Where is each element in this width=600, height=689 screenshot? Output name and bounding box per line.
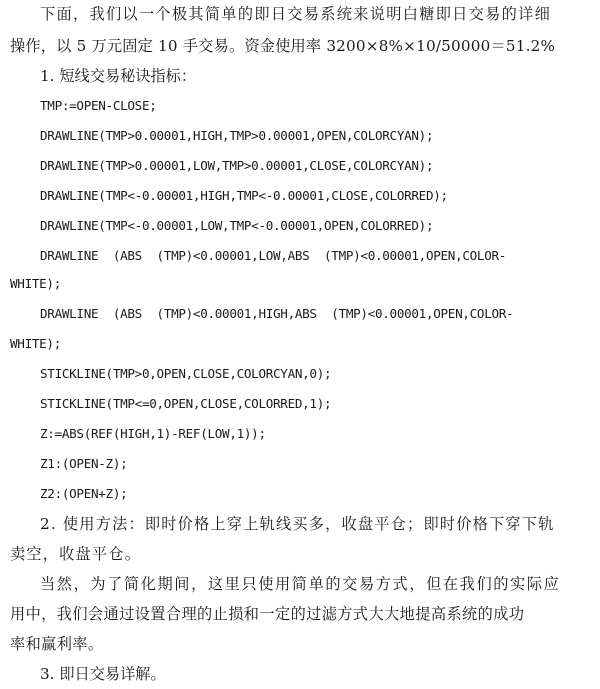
code-line-1: TMP:=OPEN-CLOSE; xyxy=(40,98,157,113)
code-line-3: DRAWLINE(TMP>0.00001,LOW,TMP>0.00001,CLOSE,COLORCYAN); xyxy=(40,158,434,173)
paragraph-line-1: 当然，为了简化期间，这里只使用简单的交易方式，但在我们的实际应 xyxy=(40,575,561,593)
code-line-4: DRAWLINE(TMP<-0.00001,HIGH,TMP<-0.00001,CLOSE,COLORRED); xyxy=(40,188,448,203)
paragraph-line-3: 率和赢利率。 xyxy=(10,635,104,653)
intro-line-2: 操作，以 5 万元固定 10 手交易。资金使用率 3200×8%×10/50000＝51.2% xyxy=(10,37,556,55)
code-line-5: DRAWLINE(TMP<-0.00001,LOW,TMP<-0.00001,OPEN,COLORRED); xyxy=(40,218,434,233)
code-line-6-continued: WHITE); xyxy=(10,276,61,291)
section-1-title: 1. 短线交易秘诀指标： xyxy=(40,67,197,85)
code-line-2: DRAWLINE(TMP>0.00001,HIGH,TMP>0.00001,OPEN,COLORCYAN); xyxy=(40,128,434,143)
code-line-9: STICKLINE(TMP<=0,OPEN,CLOSE,COLORRED,1); xyxy=(40,396,332,411)
section-3-title: 3. 即日交易详解。 xyxy=(40,665,166,683)
code-line-12: Z2:(OPEN+Z); xyxy=(40,486,128,501)
code-line-7-continued: WHITE); xyxy=(10,336,61,351)
code-line-6: DRAWLINE (ABS (TMP)<0.00001,LOW,ABS (TMP)<0.00001,OPEN,COLOR- xyxy=(40,248,507,263)
code-line-11: Z1:(OPEN-Z); xyxy=(40,456,128,471)
section-2-line-2: 卖空，收盘平仓。 xyxy=(10,545,142,563)
code-line-8: STICKLINE(TMP>0,OPEN,CLOSE,COLORCYAN,0); xyxy=(40,366,332,381)
code-line-7: DRAWLINE (ABS (TMP)<0.00001,HIGH,ABS (TMP)<0.00001,OPEN,COLOR- xyxy=(40,306,514,321)
intro-line-1: 下面，我们以一个极其简单的即日交易系统来说明白糖即日交易的详细 xyxy=(40,5,552,23)
code-line-10: Z:=ABS(REF(HIGH,1)-REF(LOW,1)); xyxy=(40,426,266,441)
paragraph-line-2: 用中，我们会通过设置合理的止损和一定的过滤方式大大地提高系统的成功 xyxy=(10,605,525,623)
section-2-line-1: 2. 使用方法：即时价格上穿上轨线买多，收盘平仓；即时价格下穿下轨 xyxy=(40,515,555,533)
